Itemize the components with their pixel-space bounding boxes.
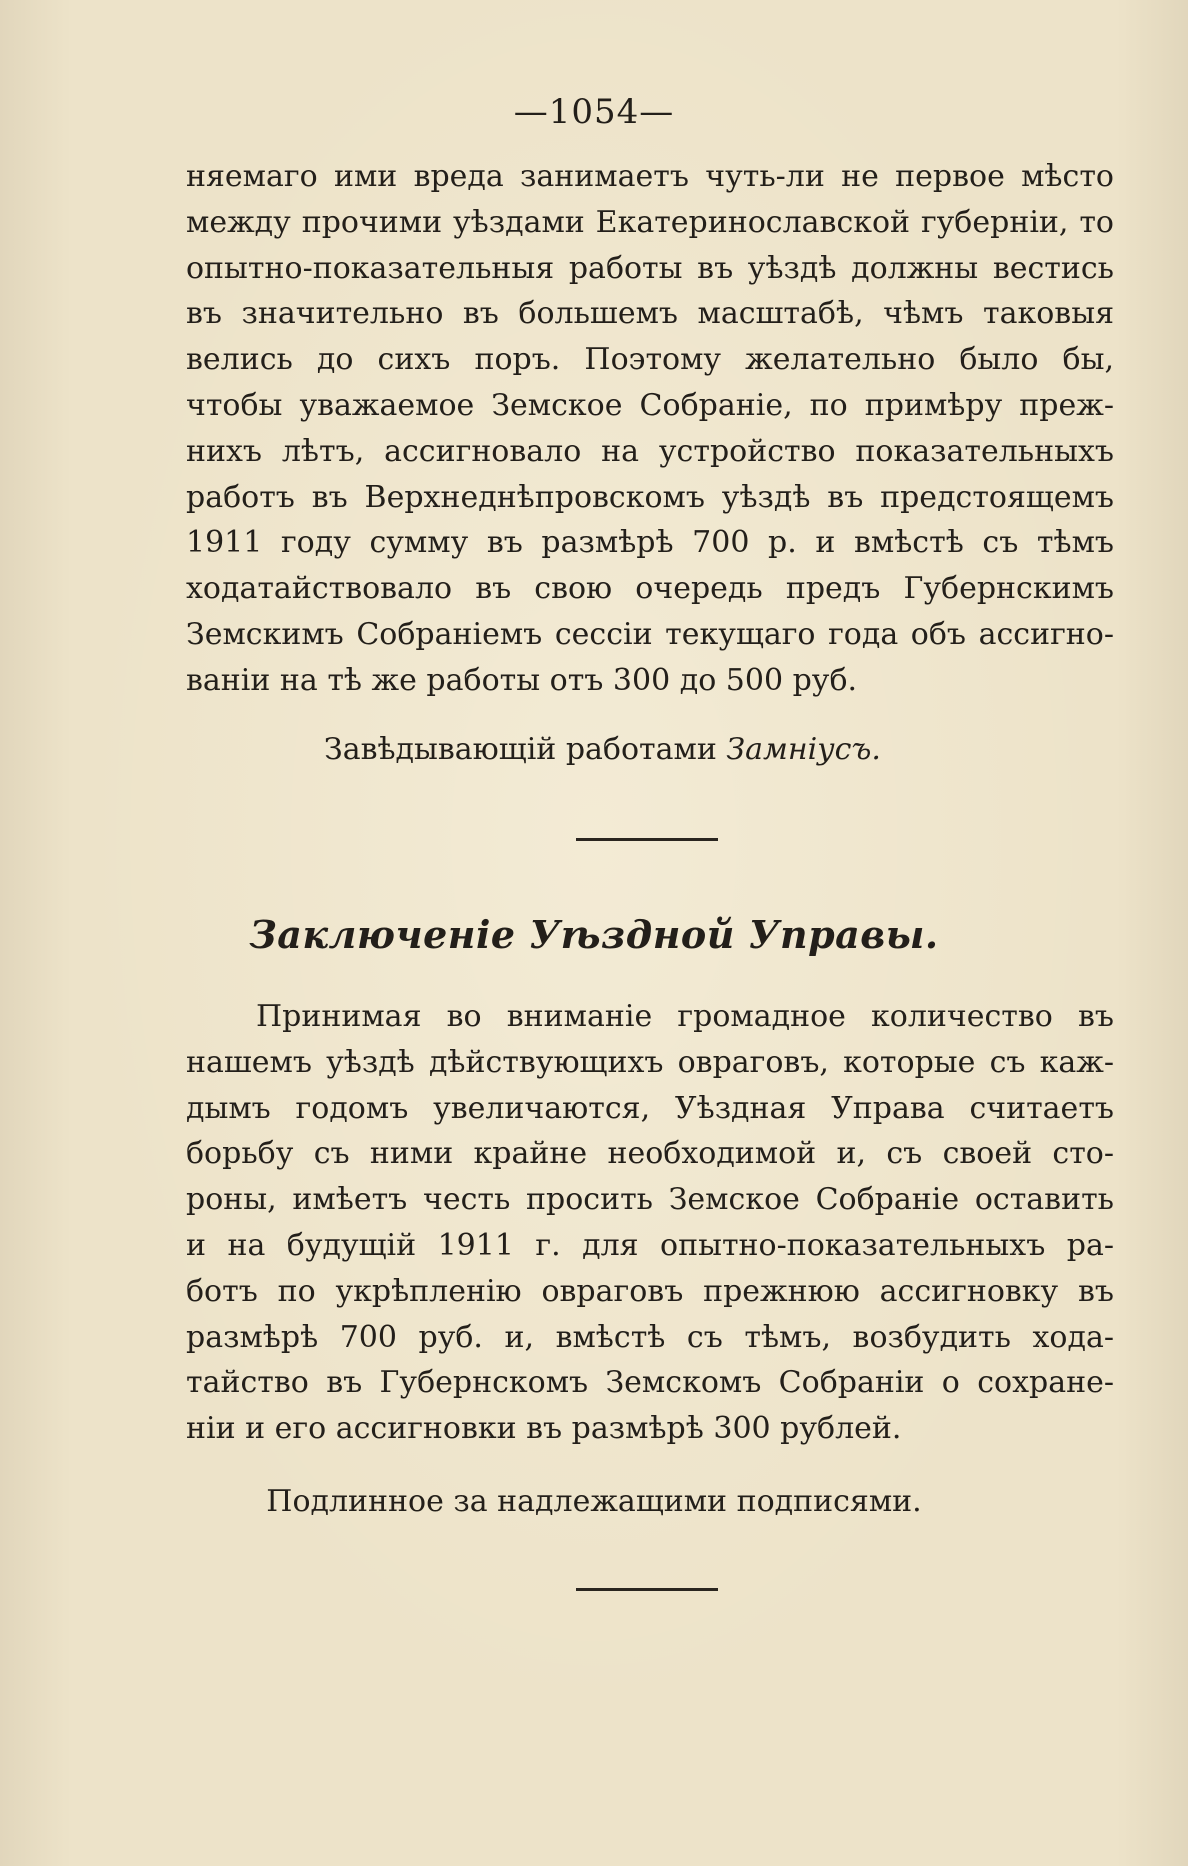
text-line: ніи и его ассигновки въ размѣрѣ 300 рублей. (186, 1411, 902, 1447)
text-line: нихъ лѣтъ, ассигновало на устройство показательныхъ (186, 433, 1114, 469)
text-line: Принимая во вниманіе громадное количество въ (256, 999, 1114, 1034)
text-line: и на будущій 1911 г. для опытно-показательныхъ ра- (186, 1227, 1114, 1263)
section-heading: Заключеніе Уѣздной Управы. (249, 912, 939, 957)
text-line: тайство въ Губернскомъ Земскомъ Собраніи о сохране- (186, 1365, 1114, 1401)
text-line: ботъ по укрѣпленію овраговъ прежнюю ассигновку въ (186, 1273, 1114, 1309)
text-line: 1911 году сумму въ размѣрѣ 700 р. и вмѣстѣ съ тѣмъ (186, 525, 1114, 561)
text-line: велись до сихъ поръ. Поэтому желательно было бы, (186, 342, 1114, 378)
conclusion-paragraph (186, 994, 1114, 1452)
text-line: дымъ годомъ увеличаются, Уѣздная Управа считаетъ (186, 1090, 1114, 1126)
text-line: няемаго ими вреда занимаетъ чуть-ли не первое мѣсто (186, 159, 1114, 194)
text-line: борьбу съ ними крайне необходимой и, съ своей сто- (186, 1136, 1114, 1172)
page-number: —1054— (513, 92, 675, 132)
text-line: нашемъ уѣздѣ дѣйствующихъ овраговъ, которые съ каж- (186, 1044, 1114, 1080)
signature-line (324, 728, 881, 772)
text-line: въ значительно въ большемъ масштабѣ, чѣмъ таковыя (186, 296, 1114, 332)
text-line: между прочими уѣздами Екатеринославской губерніи, то (186, 204, 1114, 240)
text-line: роны, имѣетъ честь просить Земское Собраніе оставить (186, 1182, 1114, 1218)
text-line: ваніи на тѣ же работы отъ 300 до 500 руб. (186, 662, 858, 698)
text-line: ходатайствовало въ свою очередь предъ Губернскимъ (186, 571, 1114, 607)
text-line: Земскимъ Собраніемъ сессіи текущаго года объ ассигно- (186, 616, 1114, 652)
text-line: размѣрѣ 700 руб. и, вмѣстѣ съ тѣмъ, возбудить хода- (186, 1319, 1114, 1355)
closing-line: Подлинное за надлежащими подписями. (266, 1484, 922, 1519)
text-line: чтобы уважаемое Земское Собраніе, по примѣру преж- (186, 387, 1114, 423)
signature-title: Завѣдывающій работами (324, 732, 717, 767)
text-line: опытно-показательныя работы въ уѣздѣ должны вестись (186, 250, 1114, 286)
section-divider (576, 838, 718, 841)
signature-name: Замніусъ. (726, 732, 881, 767)
end-divider (576, 1588, 718, 1591)
intro-paragraph (186, 154, 1114, 704)
text-line: работъ въ Верхнеднѣпровскомъ уѣздѣ въ предстоящемъ (186, 479, 1114, 515)
